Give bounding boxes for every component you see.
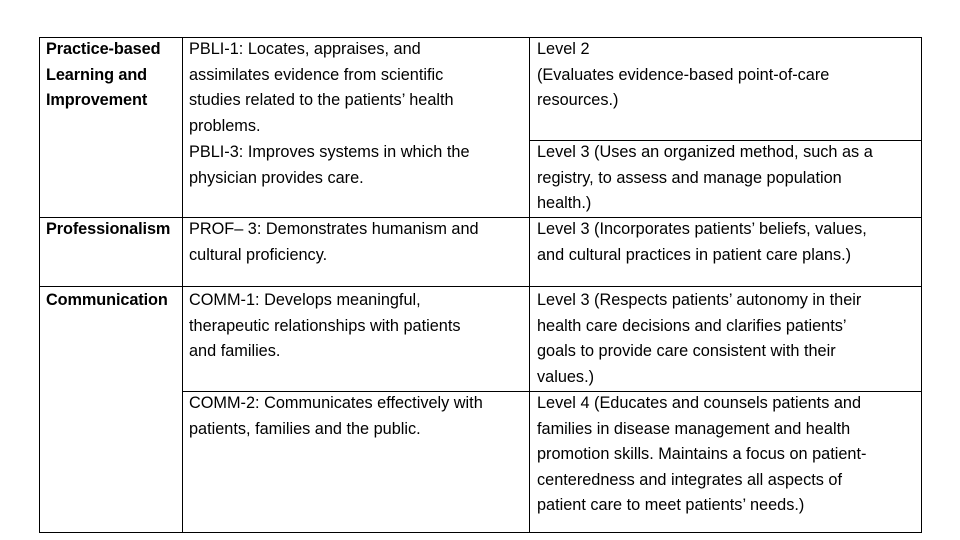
column-divider-1 bbox=[182, 37, 183, 533]
competency-comm-1: COMM-1: Develops meaningful, therapeutic relationships with patients and families. bbox=[189, 291, 461, 361]
level-pbli-3: Level 3 (Uses an organized method, such as a registry, to assess and manage population health.) bbox=[537, 143, 873, 213]
row-divider-comm bbox=[39, 286, 922, 287]
category-practice-based-learning: Practice-based Learning and Improvement bbox=[46, 40, 161, 110]
category-professionalism: Professionalism bbox=[46, 220, 171, 238]
competency-comm-2: COMM-2: Communicates effectively with patients, families and the public. bbox=[189, 394, 483, 438]
level-prof-3: Level 3 (Incorporates patients’ beliefs, values, and cultural practices in patient care plans.) bbox=[537, 220, 867, 264]
column-divider-2 bbox=[529, 37, 530, 533]
category-communication: Communication bbox=[46, 291, 168, 309]
competency-pbli-3: PBLI-3: Improves systems in which the physician provides care. bbox=[189, 143, 470, 187]
competency-prof-3: PROF– 3: Demonstrates humanism and cultural proficiency. bbox=[189, 220, 479, 264]
level-comm-2: Level 4 (Educates and counsels patients and families in disease management and health promotion skills. Maintains a focus on patient- centeredness and integrates all aspects of patient care to meet patients’ needs.) bbox=[537, 394, 867, 515]
level-pbli-1: Level 2 (Evaluates evidence-based point-of-care resources.) bbox=[537, 40, 830, 110]
level-comm-1: Level 3 (Respects patients’ autonomy in their health care decisions and clarifies patients’ goals to provide care consistent with their values.) bbox=[537, 291, 862, 386]
competency-pbli-1: PBLI-1: Locates, appraises, and assimilates evidence from scientific studies related to the patients’ health problems. bbox=[189, 40, 454, 135]
